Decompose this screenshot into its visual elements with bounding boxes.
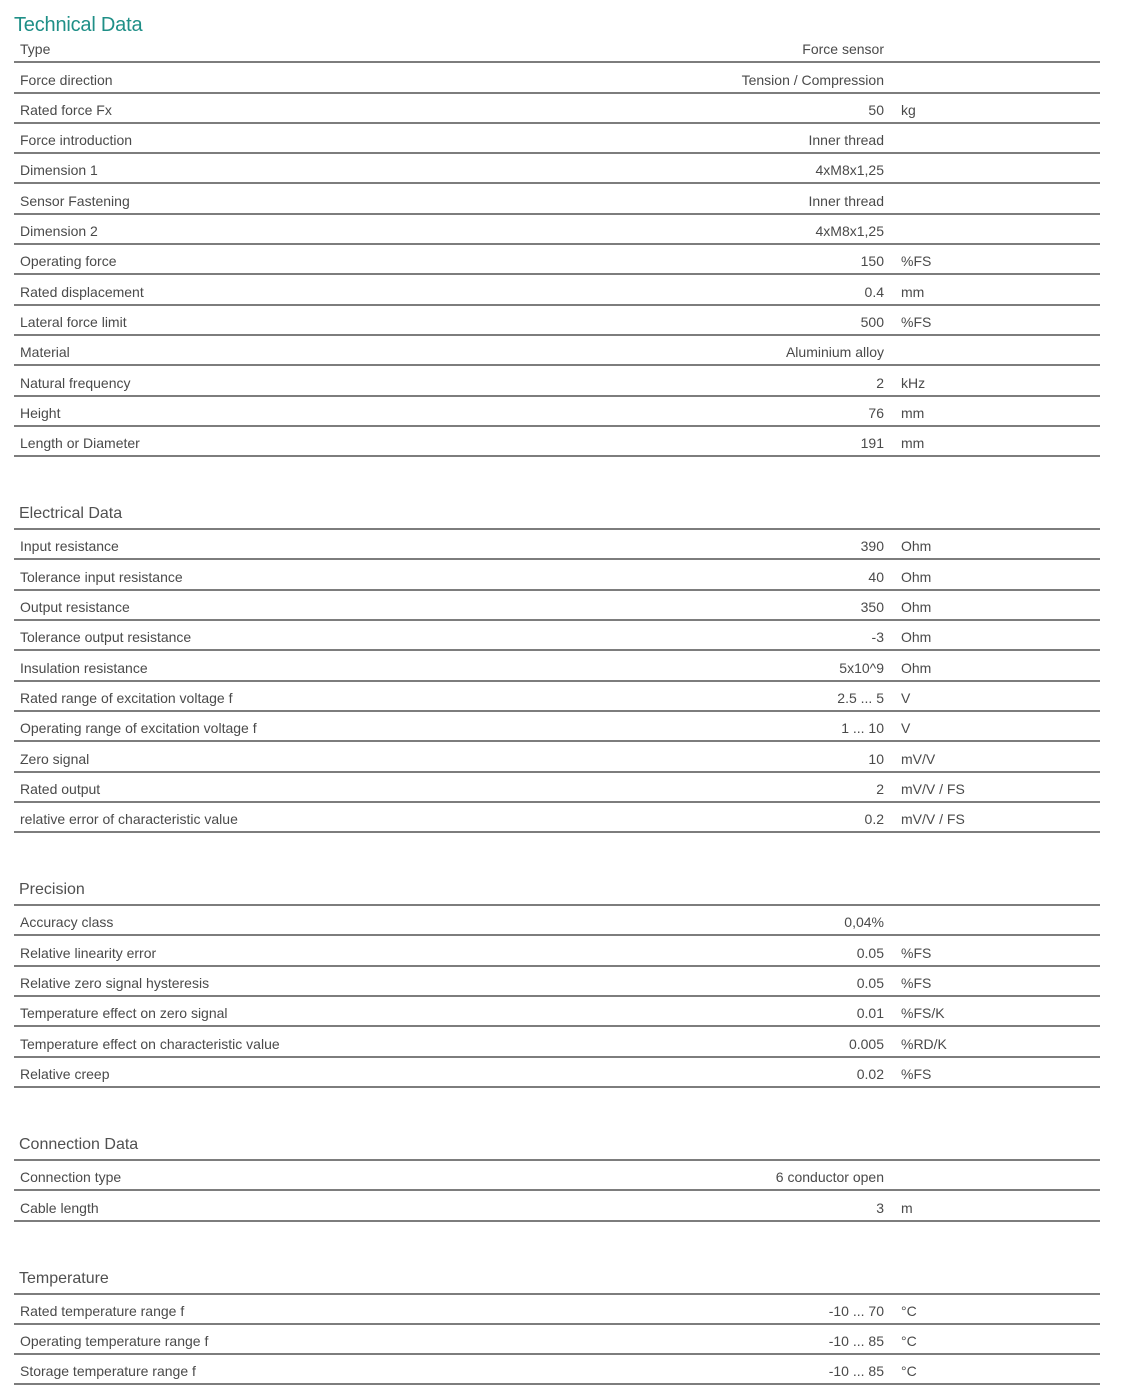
spec-label: Rated temperature range f: [20, 1302, 185, 1319]
section-spacer: [14, 457, 1100, 497]
spec-row: [14, 560, 1100, 590]
spec-label: Input resistance: [20, 538, 119, 555]
spec-value: 2: [876, 780, 884, 797]
spec-unit: %FS: [901, 975, 932, 992]
spec-unit: mV/V / FS: [901, 811, 965, 828]
spec-row: [14, 336, 1100, 366]
spec-unit: %FS: [901, 1065, 932, 1082]
spec-row: [14, 427, 1100, 457]
spec-value: 0.05: [856, 975, 884, 992]
spec-label: Dimension 2: [20, 223, 98, 240]
spec-unit: Ohm: [901, 599, 932, 616]
spec-value: Inner thread: [808, 192, 884, 209]
spec-label: Natural frequency: [20, 374, 131, 391]
spec-value: 5x10^9: [839, 659, 884, 676]
datasheet: [14, 12, 1100, 1385]
spec-label: Operating force: [20, 253, 117, 270]
spec-unit: °C: [901, 1302, 917, 1319]
spec-label: Length or Diameter: [20, 435, 140, 452]
spec-row: [14, 63, 1100, 93]
spec-label: Force introduction: [20, 132, 133, 149]
spec-row: [14, 651, 1100, 681]
section-title: Precision: [14, 873, 1100, 906]
spec-label: Force direction: [20, 71, 113, 88]
spec-value: Tension / Compression: [741, 71, 884, 88]
spec-unit: %FS: [901, 253, 932, 270]
spec-row: [14, 906, 1100, 936]
spec-value: 3: [876, 1199, 884, 1216]
spec-value: 6 conductor open: [775, 1169, 884, 1186]
section-title: Temperature: [14, 1262, 1100, 1295]
spec-row: [14, 997, 1100, 1027]
section-spacer: [14, 1222, 1100, 1262]
spec-unit: mm: [901, 404, 925, 421]
spec-row: [14, 742, 1100, 772]
spec-label: Accuracy class: [20, 914, 114, 931]
spec-value: 0.005: [848, 1035, 884, 1052]
spec-label: Lateral force limit: [20, 313, 127, 330]
spec-unit: %RD/K: [901, 1035, 947, 1052]
spec-value: 40: [868, 568, 884, 585]
spec-row: [14, 1355, 1100, 1385]
spec-label: Rated force Fx: [20, 101, 112, 118]
spec-row: [14, 1325, 1100, 1355]
spec-row: [14, 215, 1100, 245]
spec-unit: V: [901, 720, 911, 737]
spec-value: -10 ... 85: [828, 1363, 884, 1380]
spec-value: -10 ... 70: [828, 1302, 884, 1319]
spec-value: -3: [871, 629, 884, 646]
spec-value: Inner thread: [808, 132, 884, 149]
spec-row: [14, 245, 1100, 275]
spec-label: Relative creep: [20, 1065, 110, 1082]
spec-label: Type: [20, 41, 51, 58]
spec-section: [14, 873, 1100, 1088]
spec-value: 4xM8x1,25: [815, 223, 884, 240]
spec-label: Tolerance output resistance: [20, 629, 192, 646]
spec-label: Material: [20, 344, 70, 361]
spec-value: -10 ... 85: [828, 1333, 884, 1350]
spec-value: 0.01: [856, 1005, 884, 1022]
spec-label: Rated range of excitation voltage f: [20, 689, 233, 706]
spec-label: Cable length: [20, 1199, 99, 1216]
spec-unit: kg: [901, 101, 916, 118]
spec-label: Operating temperature range f: [20, 1333, 209, 1350]
spec-unit: mV/V: [901, 750, 936, 767]
spec-row: [14, 39, 1100, 63]
spec-row: [14, 366, 1100, 396]
spec-unit: %FS/K: [901, 1005, 945, 1022]
spec-unit: %FS: [901, 944, 932, 961]
spec-value: 150: [860, 253, 884, 270]
spec-section: [14, 12, 1100, 457]
spec-row: [14, 1295, 1100, 1325]
spec-value: 4xM8x1,25: [815, 162, 884, 179]
spec-value: Aluminium alloy: [785, 344, 884, 361]
section-title: Connection Data: [14, 1128, 1100, 1161]
section-spacer: [14, 1088, 1100, 1128]
spec-value: 350: [860, 599, 884, 616]
spec-label: Sensor Fastening: [20, 192, 130, 209]
spec-value: 0.4: [864, 283, 884, 300]
spec-value: 0.02: [856, 1065, 884, 1082]
spec-row: [14, 154, 1100, 184]
spec-value: 0.05: [856, 944, 884, 961]
spec-row: [14, 773, 1100, 803]
spec-section: [14, 497, 1100, 833]
spec-label: Output resistance: [20, 599, 130, 616]
spec-label: Dimension 1: [20, 162, 98, 179]
spec-row: [14, 1058, 1100, 1088]
spec-label: Relative zero signal hysteresis: [20, 975, 210, 992]
spec-label: Rated displacement: [20, 283, 144, 300]
spec-label: Height: [20, 404, 61, 421]
spec-row: [14, 682, 1100, 712]
spec-label: Operating range of excitation voltage f: [20, 720, 257, 737]
spec-section: [14, 1128, 1100, 1222]
spec-label: Relative linearity error: [20, 944, 157, 961]
spec-unit: %FS: [901, 313, 932, 330]
spec-row: [14, 1027, 1100, 1057]
spec-row: [14, 184, 1100, 214]
spec-unit: °C: [901, 1333, 917, 1350]
spec-row: [14, 530, 1100, 560]
spec-unit: mm: [901, 283, 925, 300]
spec-value: 76: [868, 404, 884, 421]
spec-label: Temperature effect on zero signal: [20, 1005, 228, 1022]
spec-row: [14, 306, 1100, 336]
spec-value: Force sensor: [802, 41, 884, 58]
spec-value: 10: [868, 750, 884, 767]
spec-row: [14, 803, 1100, 833]
spec-unit: m: [901, 1199, 913, 1216]
spec-label: Rated output: [20, 780, 101, 797]
spec-row: [14, 275, 1100, 305]
spec-row: [14, 936, 1100, 966]
spec-value: 0.2: [864, 811, 884, 828]
page-title: Technical Data: [14, 14, 143, 36]
spec-label: Temperature effect on characteristic value: [20, 1035, 280, 1052]
spec-row: [14, 591, 1100, 621]
spec-value: 1 ... 10: [841, 720, 884, 737]
spec-value: 390: [860, 538, 884, 555]
spec-row: [14, 967, 1100, 997]
spec-value: 191: [860, 435, 884, 452]
spec-value: 2: [876, 374, 884, 391]
spec-value: 0,04%: [844, 914, 884, 931]
spec-label: Tolerance input resistance: [20, 568, 183, 585]
spec-unit: mV/V / FS: [901, 780, 965, 797]
spec-value: 50: [868, 101, 884, 118]
spec-row: [14, 1191, 1100, 1221]
spec-unit: kHz: [901, 374, 926, 391]
spec-row: [14, 124, 1100, 154]
spec-row: [14, 397, 1100, 427]
spec-unit: mm: [901, 435, 925, 452]
spec-label: Zero signal: [20, 750, 90, 767]
spec-label: Connection type: [20, 1169, 122, 1186]
spec-row: [14, 621, 1100, 651]
spec-label: relative error of characteristic value: [20, 811, 238, 828]
spec-unit: Ohm: [901, 659, 932, 676]
spec-unit: Ohm: [901, 629, 932, 646]
spec-label: Insulation resistance: [20, 659, 148, 676]
spec-row: [14, 94, 1100, 124]
section-title: Electrical Data: [14, 497, 1100, 530]
spec-unit: °C: [901, 1363, 917, 1380]
spec-section: [14, 1262, 1100, 1385]
spec-row: [14, 712, 1100, 742]
spec-unit: Ohm: [901, 538, 932, 555]
spec-unit: Ohm: [901, 568, 932, 585]
spec-value: 2.5 ... 5: [837, 689, 884, 706]
spec-label: Storage temperature range f: [20, 1363, 196, 1380]
spec-row: [14, 1161, 1100, 1191]
spec-unit: V: [901, 689, 911, 706]
spec-value: 500: [860, 313, 884, 330]
section-spacer: [14, 833, 1100, 873]
